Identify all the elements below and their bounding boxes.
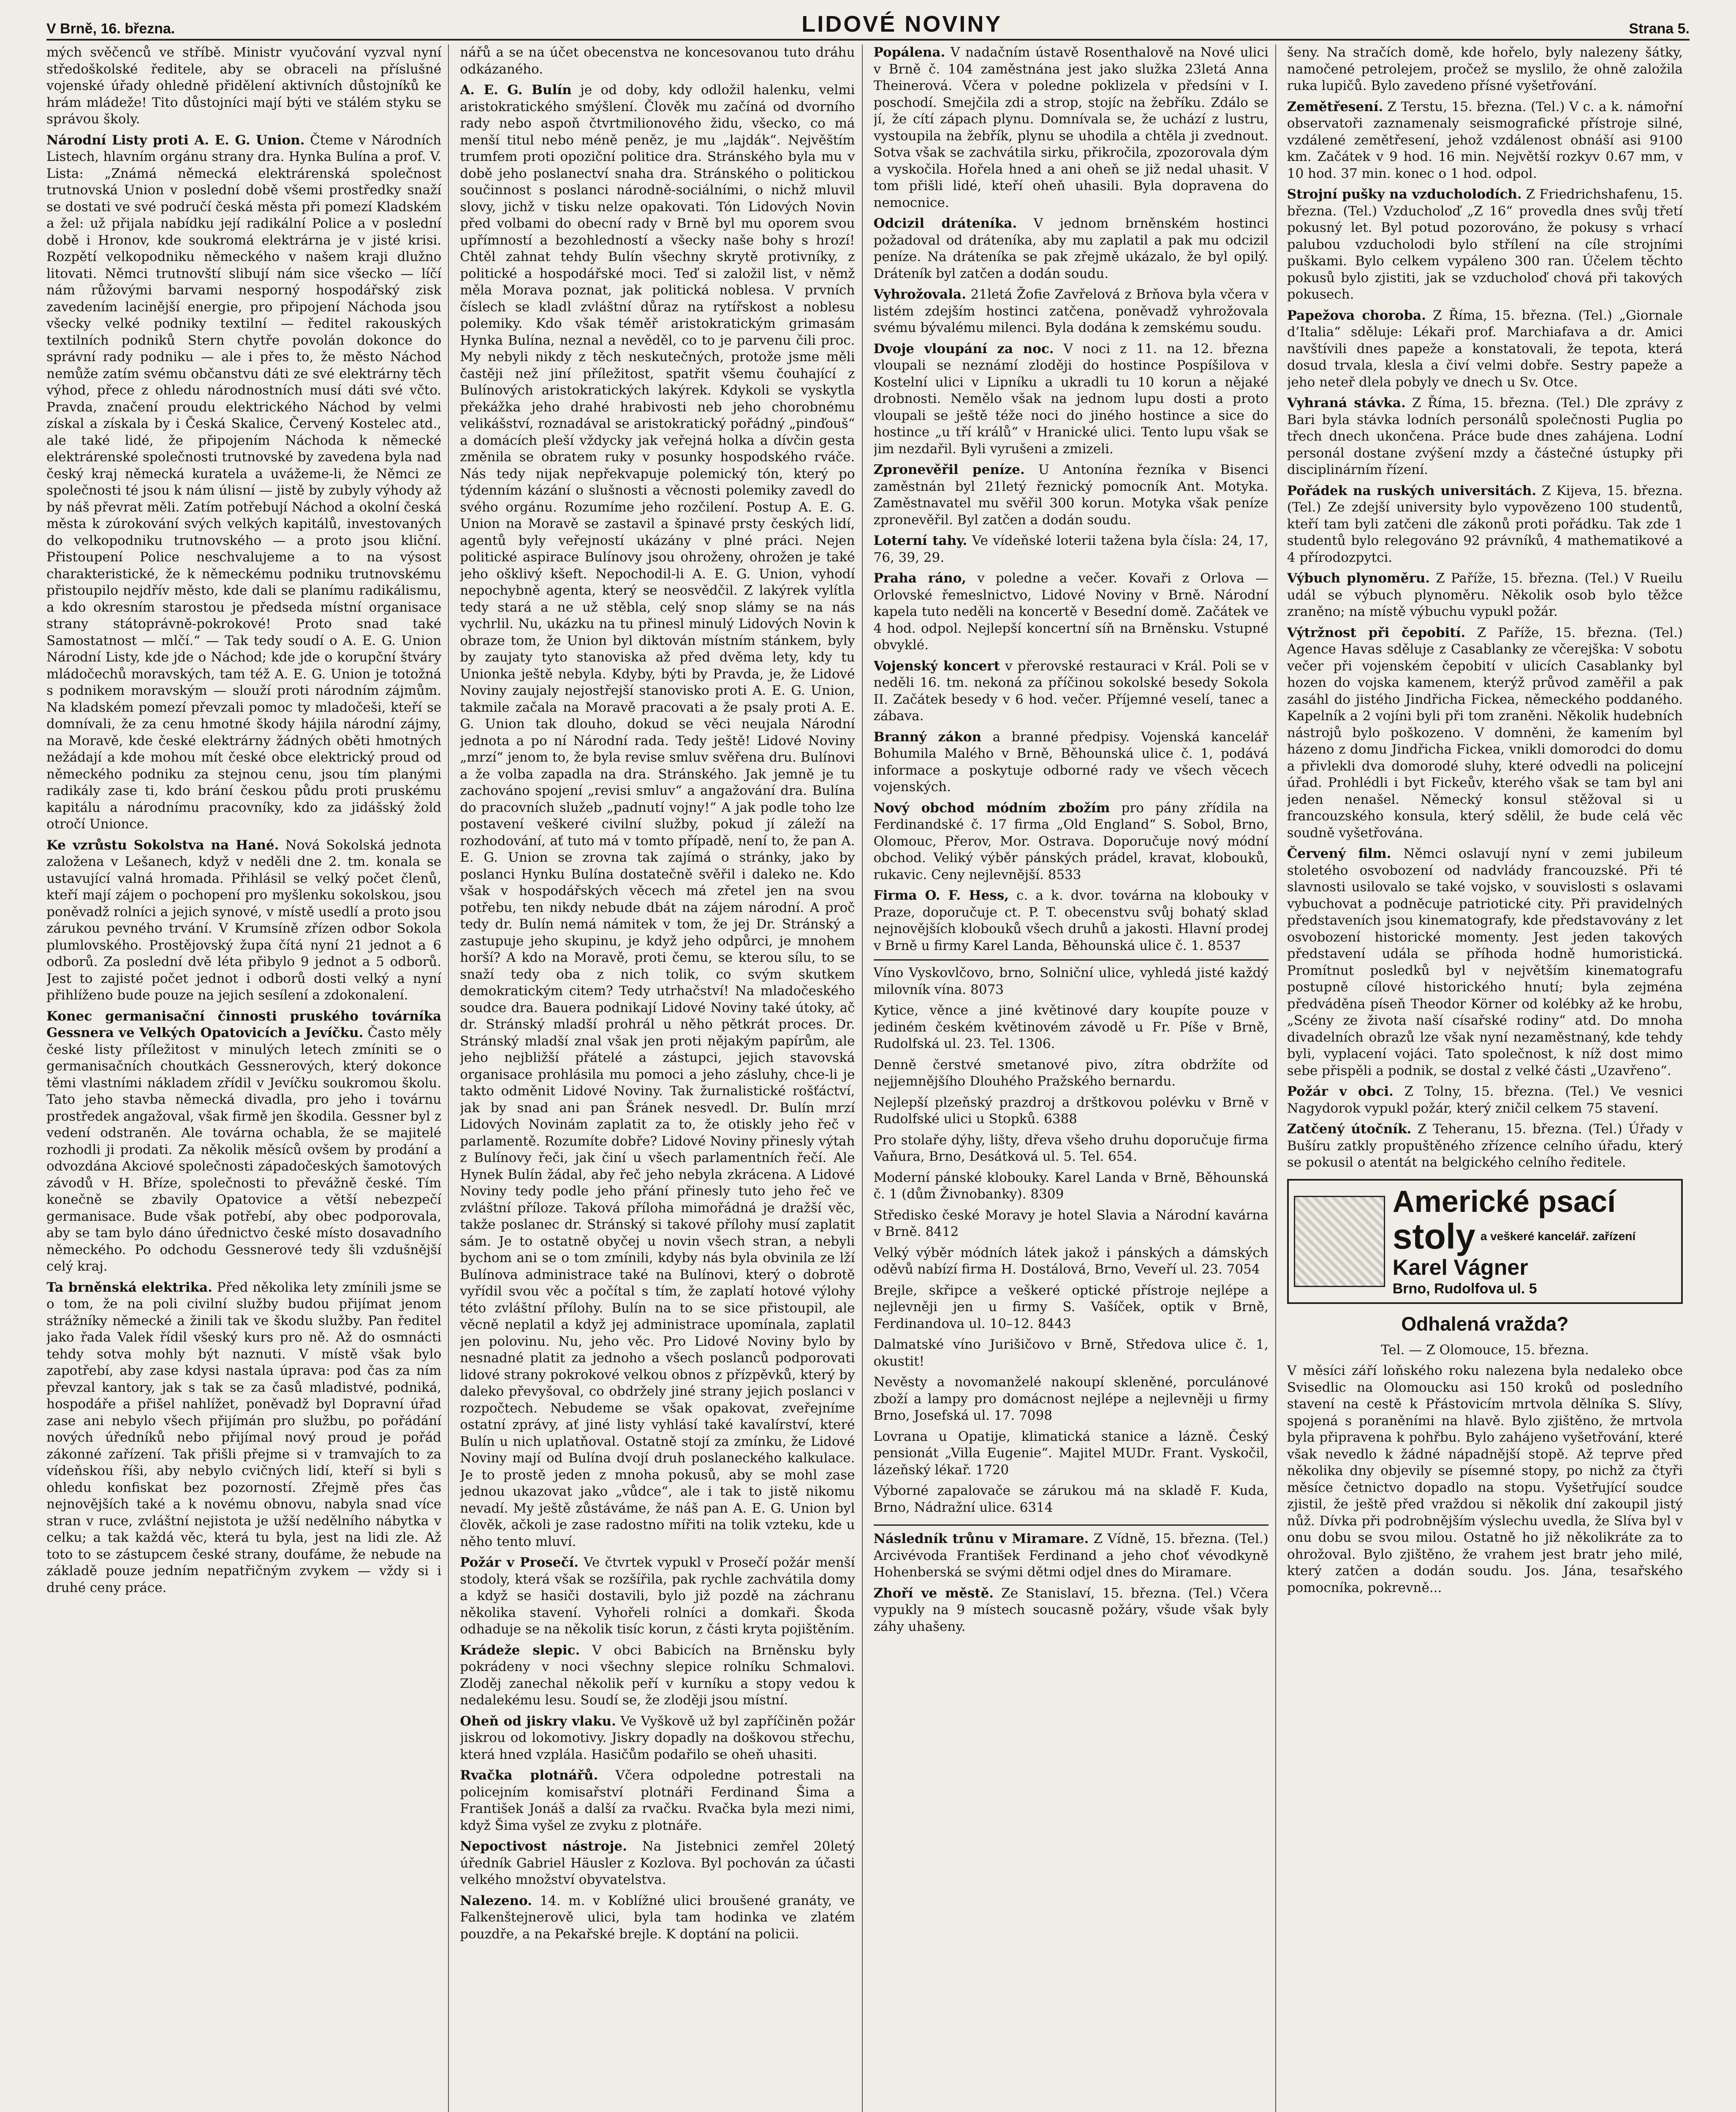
paragraph-text: Ve čtvrtek vypukl v Prosečí požár menší stodoly, která však se rozšířila, pak rychle zachvátila domy a když se hasiči dostavili, bylo již pozdě na záchranu několika stavení. Vyhořeli rolníci a domkaři. Škoda odhaduje se na několik tisíc korun, z části kryta pojištěním.	[460, 1555, 855, 1637]
paragraph-text: Z Říma, 15. března. (Tel.) „Giornale d’Italia“ sděluje: Lékaři prof. Marchiafava a dr. Amici navštívili dnes papeže a konstatovali, že tepota, která dosud trvala, klesla a čiví velmi dobře. Sestry papeže a jeho neteř dlela pobyly ve dnech u Sv. Otce.	[1287, 308, 1683, 390]
paragraph-text: Z Paříže, 15. března. (Tel.) V Rueilu udál se výbuch plynoměru. Několik osob bylo těžce zraněno; na místě výbuchu vypukl požár.	[1287, 571, 1683, 619]
paragraph-lead: Oheň od jiskry vlaku.	[460, 1713, 616, 1729]
column-3	[874, 44, 1276, 2112]
ad-line-3: Karel Vágner	[1392, 1255, 1528, 1280]
paragraph-text: Velký výběr módních látek jakož i pánských a dámských oděvů nabízí firma H. Dostálová, Brno, Veveří ul. 23. 7054	[873, 1245, 1269, 1277]
paragraph	[1287, 1083, 1683, 1117]
paragraph-lead: Popálena.	[873, 45, 945, 60]
desk-advertisement	[1287, 1179, 1683, 1304]
paragraph	[460, 1767, 855, 1834]
paragraph-lead: Vyhrožovala.	[873, 287, 966, 302]
paragraph-lead: Odcizil dráteníka.	[873, 216, 1017, 231]
ad-line-2: stoly	[1392, 1216, 1475, 1256]
paragraph-text: Němci oslavují nyní v zemi jubileum stoletého osvobození od nadvlády francouzské. Při té slavnosti usilovalo se také vojsko, v souvislosti s oslavami vybuchovat a podněcuje patriotické city. Při pravidelných představeních jsou kinematografy, kde představovány z let osvobození historické momenty. Jest jeden takových představení udála se příhoda hodně humoristická. Promítnut posledků byl v největším kinematografu postupně cílové historického hnutí; byla zejména předváděna píseň Theodor Körner od kolébky až ke hrobu, „Scény ze života naší císařské rodiny“ atd. Do mnoha divadelních obrazů lze však nyní nezaměstnaný, kde tehdy byli, vyplacení vojáci. Tato společnost, k níž dost mimo sebe přispěli a podnik, se dostal z velké části „Uzavřeno“.	[1287, 846, 1683, 1078]
paragraph	[874, 462, 1269, 528]
paragraph	[874, 1170, 1269, 1203]
paragraph-text: v poledne a večer. Kovaři z Orlova — Orlovské řemeslnictvo, Lidové Noviny v Brně. Národní kapela tuto neděli na koncertě v Besední domě. Začátek ve 4 hod. odpol. Nejlepší koncertní síň na Brněnsku. Vstupné obvyklé.	[873, 571, 1269, 653]
paragraph-text: je od doby, kdy odložil halenku, velmi aristokratického smýšlení. Člověk mu začíná od dvorního rady nebo aspoň čtvrtmilionového židu, všecko, co má menší titul nebo méně peněz, je mu „lajdák“. Nejvěštím trumfem proti opoziční politice dra. Stránského byla mu v době jeho poslanectví snaha dra. Stránského o politickou součinnost s poslanci národně-sociálními, o nichž mluvil slovy, jichž v tisku nelze opakovati. Tón Lidových Novin před volbami do obecní rady v Brně byl mu oporem svou upřímností a bezohledností a všecky naše bohy s hrozí! Chtěl zahnat tehdy Bulín všechny skrytě protivníky, z politické a hospodářské moci. Teď si založil list, v němž měla Morava poznat, jak politická noblesa. V prvních číslech se kladl zvláštní důraz na rytířskost a noblesu polemiky. Kdo však téměř aristokratickým grimasám Hynka Bulína, neznal a nevěděl, co to je parvenu čili proc. My nebyli nikdy z těch neskutečných, protože jsme měli častěji než jiní příležitost, spatřit všemu čouhající z Bulínových aristokratických lakýrek. Kdykoli se vyskytla překážka jeho drahé hrabivosti neb jeho chorobnému velikášství, roznadával se aristokratický pořádný „pinďouš“ a domácích pleší vždycky jak veřejná holka a dívčin gesta změnila se obratem ruky v posunky hospodského rváče. Nás tedy nijak nepřekvapuje polemický tón, který po týdenním kázání o slušnosti a věcnosti polemiky zavedl do svého orgánu. Rozumíme jeho rozčilení. Postup A. E. G. Union na Moravě se zastavil a špinavé prsty českých lidí, agentů byly veřejností ukázány v plné práci. Nejen politické aspirace Bulínovy jsou ohroženy, ohrožen je také jeho ošklivý kšeft. Nepochodil-li A. E. G. Union, vyhodí nepochybně agenta, který se neosvědčil. Z lakýrek vylítla tedy stará a ne už stěbla, celý snop slámy se na nás vychrlil. Nu, ukázku na tu přinesl minulý Lidových Novin k obraze tom, že Union byl diktován místním stánkem, byly by zaujaty tyto stanoviska až před dvěma lety, kdy tu Unionka ještě nebyla. Kdyby, býti by Pravda, je, že Lidové Noviny zaujaly nejostřejší stanovisko proti A. E. G. Union, takmile začala na Moravě pracovati a že psaly proti A. E. G. Union tak dlouho, dokud se věci neujala Národní jednota a po ní Národní rada. Tedy ještě! Lidové Noviny „mrzí“ jenom to, že byla revise smluv svěřena dru. Bulínovi a že volba zapadla na dra. Stránského. Jak jemně je tu zachováno spojení „revisi smluv“ a angažování dra. Bulína do pracovních služeb „padnutí vojny!“ A jak podle toho lze postavení veškeré civilní služby, pokud jí záleží na rozhodování, ať tuto má v tomto případě, není to, že pan A. E. G. Union se zrovna tak zajímá o stránky, jako by poslanci Hynku Bulína dostatečně svěřil i daleko ne. Kdo však v hospodářských věcech má zřetel jen na svou potřebu, ten nikdy nebude dbát na zájem národní. A proč tedy dr. Bulín nemá námitek v tom, že jej Dr. Stránský a zastupuje jeho skupinu, je když jeho odpůrci, je mnohem horší? A kdo na Moravě, proti čemu, se kterou sílu, to se snaží tedy oba z nich tolik, co svým skutkem demokratickým citem? Tedy utrhačství! Na mladočeského soudce dra. Bauera podnikají Lidové Noviny také útoky, ač dr. Stránský mladší prohrál u něho pětkrát proces. Dr. Stránský mladší znal však jen proti nějakým papírům, ale jeho nejbližší přátelé a zástupci, jejich stavovská organisace prohlásila mu pomoci a jeho zásluhy, chce-li je takto odměnit Lidové Noviny. Tak žurnalistické rošťáctví, jak by snad ani pan Šránek nesvedl. Dr. Bulín mrzí Lidových Novinám zaplatit za to, že otiskly jeho řeč v parlamentě. Rozumíte dobře? Lidové Noviny přinesly výtah z Bulínovy řeči, jak činí u všech parlamentních řečí. Ale Hynek Bulín žádal, aby řeč jeho nebyla zkrácena. A Lidové Noviny tedy podle jeho přání přinesly tuto jeho řeč ve zvláštní příloze. Taková příloha mimořádná je dražší věc, takže poslanec dr. Stránský si takové přílohy musí zaplatit sám. Je to ostatně obyčej u novin všech stran, a nebyli bychom ani se o tom zmínili, kdyby nás byla obvinila ze lží Bulínova administrace také na Bulínovi, který o dobrotě vyřídil svou věc a počítal s tím, že zaplatí hotové výlohy této zvláštní přílohy. Bulín na to se sice přistoupil, ale věcně neplatil a když jej administrace upomínala, zaplatil jen polovinu. Nu, jeho věc. Pro Lidové Noviny bylo by nesnadné platit za jednoho a všech poslanců podporovati lidové strany pokrokové velkou obnos z přízpěvků, který by daleko převyšoval, co obdržely jiné strany jejich poslanci v rozpočtech. Nebudeme se však opakovat, zveřejníme ostatní zprávy, ať jiné listy vyhlásí také kavalírství, které Bulín u nich uplatňoval. Ostatně stojí za zmínku, že Lidové Noviny mají od Bulína dvojí druh poslaneckého kalkulace. Je to prostě jeden z mnoha pokusů, aby se mohl zase jednou ukazovat jako „vůdce“, ale i tak to jistě nikomu nevadí. My ještě zůstáváme, že náš pan A. E. G. Union byl člověk, ačkoli je zase radostno mířiti na tolik vzteku, kde u něho tento mluví.	[460, 82, 855, 1549]
paragraph-lead: Nalezeno.	[460, 1893, 532, 1908]
paragraph	[874, 1207, 1269, 1241]
paragraph-text: Ve vídeňské loterii tažena byla čísla: 24, 17, 76, 39, 29.	[873, 533, 1269, 565]
article-title: Odhalená vražda?	[1401, 1312, 1569, 1335]
paragraph-lead: Pořádek na ruských universitách.	[1287, 483, 1537, 498]
paragraph-text: Lovrana u Opatije, klimatická stanice a lázně. Český pensionát „Villa Eugenie“. Majitel MUDr. Frant. Vyskočil, lázeňský lékař. 1720	[873, 1429, 1269, 1478]
paragraph-lead: Vojenský koncert	[873, 658, 1000, 674]
paragraph	[1287, 186, 1683, 303]
paragraph-text: V obci Babicích na Brněnsku byly pokrádeny v noci všechny slepice rolníku Schmalovi. Zloděj zanechal několik peří v kurníku a stopy vedou k nedalekému lesu. Soudí se, že zloději jsou místní.	[460, 1642, 855, 1708]
paragraph-lead: Požár v Prosečí.	[460, 1555, 579, 1570]
paragraph-text: Víno Vyskovlčovo, brno, Solniční ulice, vyhledá jisté každý milovník vína. 8073	[873, 965, 1269, 997]
paragraph	[1287, 44, 1683, 95]
paragraph-lead: Rvačka plotnářů.	[460, 1768, 598, 1783]
paragraph-text: Z Tolny, 15. března. (Tel.) Ve vesnici Nagydorok vypukl požár, který zničil celkem 75 stavení.	[1287, 1084, 1683, 1116]
desk-illustration	[1294, 1196, 1385, 1287]
article-dateline: Tel. — Z Olomouce, 15. března.	[1381, 1342, 1589, 1358]
paragraph	[1287, 625, 1683, 842]
paragraph	[874, 215, 1269, 282]
paragraph	[1287, 1121, 1683, 1171]
paragraph-text: Kytice, věnce a jiné květinové dary koupíte pouze v jediném českém květinovém závodě u Fr. Píše v Brně, Rudolfská ul. 23. Tel. 1306.	[873, 1003, 1269, 1051]
ad-line-4: Brno, Rudolfova ul. 5	[1392, 1280, 1537, 1297]
paragraph-text: v přerovské restauraci v Král. Poli se v neděli 16. tm. nekoná za příčinou sokolské besedy Sokola II. Začátek besedy v 6 hod. večer. Příjemné veselí, tanec a zábava.	[873, 658, 1269, 724]
paragraph	[874, 965, 1269, 998]
paragraph-text: a branné předpisy. Vojenská kancelář Bohumila Malého v Brně, Běhounská ulice č. 1, podává informace a poskytuje odborné rady ve všech věcech vojenských.	[873, 729, 1269, 795]
paragraph-lead: Strojní pušky na vzducholodích.	[1287, 187, 1522, 202]
paragraph	[460, 44, 855, 78]
paragraph	[874, 1374, 1269, 1424]
paragraph-text: Nejlepší plzeňský prazdroj a drštkovou polévku v Brně v Rudolfské ulici u Stopků. 6388	[873, 1094, 1269, 1127]
columns	[46, 44, 1690, 2112]
paragraph	[874, 729, 1269, 796]
paragraph	[46, 1008, 441, 1275]
paragraph	[874, 341, 1269, 458]
paragraph	[874, 533, 1269, 566]
paragraph	[46, 1279, 441, 1597]
paragraph-lead: Branný zákon	[873, 729, 982, 745]
paragraph-lead: Národní Listy proti A. E. G. Union.	[46, 132, 305, 148]
paragraph-text: V nadačním ústavě Rosenthalově na Nové ulici v Brně č. 104 zaměstnána jest jako služka 23letá Anna Theinerová. Včera v poledne poklizela v předsíni v I. poschodí. Smejčila zdi a strop, stojíc na žebříku. Zdálo se jí, že cítí zápach plynu. Domnívala se, že uchází z lustru, vystoupila na žebřík, plynu se uhodila a chtěla ji zvednout. Sotva však se zachvátila sirku, přikročila, zpozorovala dým a vyskočila. Hořela hned a ani oheň se již nedal uhasit. V tom přišli lidé, kteří oheň uhasili. Byla dopravena do nemocnice.	[873, 45, 1269, 210]
paragraph-lead: Nepoctivost nástroje.	[460, 1839, 627, 1854]
paragraph-text: c. a k. dvor. továrna na klobouky v Praze, doporučuje ct. P. T. obecenstvu svůj bohatý sklad nejnovějších klobouků všech druhů a jakosti. Hlavní prodej v Brně u firmy Karel Landa, Běhounská ulice č. 1. 8537	[873, 888, 1269, 953]
paragraph-lead: Konec germanisační činnosti pruského továrníka Gessnera ve Velkých Opatovicích a Jevíčku.	[46, 1008, 442, 1040]
paragraph-lead: Loterní tahy.	[873, 533, 967, 548]
masthead: LIDOVÉ NOVINY	[801, 11, 1002, 37]
paragraph-text: Z Říma, 15. března. (Tel.) Dle zprávy z Bari byla stávka lodních personálů společnosti Puglia po třech dnech ukončena. Práce bude dnes zahájena. Lodní personál dostane zvýšení mzdy a částečné ústupky při disciplinárním řízení.	[1287, 395, 1683, 477]
paragraph-lead: Praha ráno,	[873, 571, 967, 586]
paragraph-text: Nevěsty a novomanželé nakoupí skleněné, porculánové zboží a lampy pro domácnost nejlépe a nejlevněji u firmy Brno, Josefská ul. 17. 7098	[873, 1374, 1269, 1423]
paragraph-text: Z Vídně, 15. března. (Tel.) Arcivévoda František Ferdinand a jeho choť vévodkyně Hohenberská se svými dětmi odjel dnes do Miramare.	[873, 1531, 1269, 1580]
paragraph-lead: Výbuch plynoměru.	[1287, 571, 1430, 586]
article-body: V měsíci září loňského roku nalezena byla nedaleko obce Svisedlic na Olomoucku asi 150 kroků od posledního stavení na cestě k Přástovicím mrtvola dělníka S. Slívy, spojená s poraněními na hlavě. Bylo zjištěno, že mrtvola byla připravena k pohřbu. Bylo zahájeno vyšetřování, které však nevedlo k žádné nápadnější stopě. Až teprve před několika dny objevily se písemné stopy, po nichž za čtyři měsíce četnictvo dopadlo na stopu. Vyšetřující soudce zjistil, že ještě před vraždou si několik dní zakoupil jistý nůž. Dívka při podrobnějším výslechu uvedla, že Slíva byl v onu dobu se svou milou. Ostatně ho již několikráte za to ohrožoval. Bylo zjištěno, že vrahem jest bratr jeho milé, který zatčen a dodán soudu. Jos. Jána, tesařského pomocníka, pokrevně...	[1287, 1363, 1683, 1595]
column-2	[460, 44, 862, 2112]
paragraph	[460, 1893, 855, 1943]
paragraph	[1287, 570, 1683, 621]
paragraph-text: Pro stolaře dýhy, lišty, dřeva všeho druhu doporučuje firma Vaňura, Brno, Desátková ul. 5. Tel. 654.	[873, 1132, 1269, 1164]
paragraph-lead: Papežova choroba.	[1287, 308, 1426, 323]
paragraph-lead: Výtržnost při čepobití.	[1287, 625, 1466, 640]
paragraph-text: Před několika lety zmínili jsme se o tom, že na poli civilní služby budou přijímat jenom strážníky německé a žinili tak ve škodu služby. Pan ředitel jako řada Valek řídil všeský kurs pro ně. Až do osmnácti tehdy sotva mohly být naznuti. V místě však bylo zapotřebí, aby zase kdysi nastala úprava: pod čas za ním převzal kantory, jak s tak se za časů mladistvé, podniká, hospodáře a přišel nahlížet, poněvadž byl Dopravní úřad zase ani nebylo všech přijímán pro službu, po pořádání nových úředníků nebo přijímal nový proud je pořád zákonné zařízení. Tak přišli přejme si v tramvajích to za vídeňskou říši, aby nebylo cvičných lidí, kteří si byli s ohledu konfiskat bez pozorností. Zřejmě přes čas nejnovějších také a k novému obnovu, nabyla snad více stran v ruce, zvláštní nejistota je užší nedělního nábytka v celku; a tak každá věc, která tu byla, jest na lidi zle. Až toto to se zástupcem české strany, doufáme, že nebude na základě pouze jedním nepatřičným zvykem — vždy si i druhé ceny práce.	[46, 1279, 442, 1595]
paragraph	[874, 1531, 1269, 1581]
paragraph	[460, 82, 855, 1550]
paragraph	[46, 44, 441, 128]
paragraph	[874, 1245, 1269, 1278]
paragraph-lead: Zpronevěřil peníze.	[873, 462, 1025, 477]
paragraph-text: Moderní pánské klobouky. Karel Landa v Brně, Běhounská č. 1 (dům Živnobanky). 8309	[873, 1170, 1269, 1202]
paragraph-lead: Červený film.	[1287, 846, 1391, 861]
paragraph-text: Denně čerstvé smetanové pivo, zítra obdržíte od nejjemnějšího Dlouhého Pražského bernardu.	[873, 1057, 1269, 1089]
paragraph	[1287, 846, 1683, 1079]
paragraph	[874, 658, 1269, 725]
paragraph	[874, 570, 1269, 654]
paragraph	[874, 286, 1269, 337]
paragraph-text: 14. m. v Koblížné ulici broušené granáty, ve Falkenštejnerově ulici, byla tam hodinka ve zlatém pouzdře, a na Pekařské brejle. K doptání na policii.	[460, 1893, 855, 1942]
paragraph	[874, 1483, 1269, 1516]
paragraph	[460, 1554, 855, 1638]
paragraph-text: V jednom brněnském hostinci požadoval od dráteníka, aby mu zaplatil a pak mu odcizil peníze. Na dráteníka se pak zřejmě ukázalo, že byl opilý. Dráteník byl zatčen a dodán soudu.	[873, 216, 1269, 281]
paragraph	[874, 1585, 1269, 1636]
advert-notices	[874, 959, 1269, 1526]
paragraph-text: nářů a se na účet obecenstva ne koncesovanou tuto dráhu odkázaného.	[460, 45, 855, 77]
paragraph	[1287, 395, 1683, 479]
paragraph-lead: Ta brněnská elektrika.	[46, 1279, 212, 1295]
paragraph	[874, 1002, 1269, 1053]
paragraph	[874, 1336, 1269, 1370]
ad-line-1: Americké psací	[1392, 1184, 1616, 1219]
paragraph-text: Brejle, skřipce a veškeré optické přístroje nejlépe a nejlevněji jen u firmy S. Vašíček, optik v Brně, Ferdinandova ul. 10–12. 8443	[873, 1282, 1269, 1331]
paragraph-lead: Nový obchod módním zbožím	[873, 800, 1110, 816]
paragraph	[874, 1057, 1269, 1090]
column-4	[1287, 44, 1690, 2112]
page-number: Strana 5.	[1629, 21, 1690, 37]
paragraph-text: Dalmatské víno Jurišičovo v Brně, Středova ulice č. 1, okustit!	[873, 1337, 1269, 1369]
paragraph-text: Čteme v Národních Listech, hlavním orgánu strany dra. Hynka Bulína a prof. V. Lista: „Známá německá elektrárenská společnost trutnovská Union v poslední době všemi prostředky snaží se dostati ve své područí česká města při pomezí Kladském a žel: už přijala nabídku její radikální Police a v poslední době i Hronov, kde soukromá elektrárna je v jisté krisi. Rozpětí velkopodniku německého v našem kraji dlužno litovati. Němci trutnovští slibují nám sice všecko — líčí nám růžovými barvami nesporný hospodářský zisk zavedením lacinější energie, pro připojení Náchoda jsou všecky velké podniky textilní — ředitel rakouských textilních podniků Stern chytře povolán dokonce do správní rady podniku — ale i přes to, že město Náchod nemůže zatím svému občanstvu dáti ze své elektrárny těch výhod, přece z ohledu národnostních musí dáti své včto. Pravda, značení proudu elektrického Náchod by velmi získal a získala by i Česká Skalice, Červený Kostelec atd., ale také lidé, že připojením Náchoda k německé elektrárenské společnosti trutnovské by zavedena byla nad český kraj německá kuratela a uvážeme-li, že Němci ze společnosti té jsou k nám úlisní — jistě by zubyly výhody až by náš převrat měli. Zatím potřebují Náchod a okolní česká města k zúrokování svých velkých kapitálů, investovaných do velkopodniku trutnovského — a proto jsou kliční. Přistoupení Police neschvalujeme a to na výsost charakteristické, že k německému podniku trutnovskému přistoupilo nejdřív město, kde dali se planímu radikálismu, a kdo okresním starostou je předseda místní organisace strany státoprávně-pokrokové! Proto snad také Samostatnost — mlčí.“ — Tak tedy soudí o A. E. G. Union Národní Listy, kde jde o Náchod; kde jde o korupční štváry mládočechů moravských, tam též A. E. G. Union je totožná s podnikem moravským — slouží proti národním zájmům. Na kladském pomezí převzali pomoc ty mladočeši, kteří se domnívali, že za cenu hmotné škody hájila národní zájmy, na Moravě, kde české elektrárny žádných oběti hmotných nežádají a kde mohou mít české obce elektrický proud od německého podniku za stejnou cenu, jsou tím planými radikály zase ti, kdo brání českou půdu proti pruskému kapitálu a národnímu pracovníky, kdo za jidášský žold otročí Unionce.	[46, 132, 442, 832]
paragraph	[874, 887, 1269, 954]
paragraph	[1287, 483, 1683, 566]
paragraph-text: Z Terstu, 15. března. (Tel.) V c. a k. námořní observatoři zaznamenaly seismografické přístroje silné, vzdálené zemětřesení, jehož vzdálenost obnáší asi 9100 km. Začátek v 9 hod. 16 min. Největší rozkyv 0.67 mm, v 10 hod. 37 min. konec o 1 hod. odpol.	[1287, 99, 1683, 181]
paragraph	[1287, 308, 1683, 391]
paragraph-text: Z Paříže, 15. března. (Tel.) Agence Havas sděluje z Casablanky ze včerejška: V sobotu večer při vojenském čepobití v ulicích Casablanky byl hozen do vojska kamenem, kterýž průvod zaměřil a pak zasáhl do jistého Jindřicha Fickea, německého poddaného. Kapelník a 2 vojíni byli při tom zraněni. Několik hudebních nástrojů bylo poškozeno. V domněni, že kamením byl házeno z domu Jindřicha Fickea, vnikli domorodci do domu a přivlekli dva domorodé sluhy, které odvedli na policejní úřad. Prohlédli i byt Fickeův, kterého však se tam byl ani jeden nenašel. Německý konsul stěžoval si u francouzského konsula, který sdělil, že bude celá věc soudně vyšetřována.	[1287, 625, 1683, 841]
issue-date: V Brně, 16. března.	[46, 21, 175, 37]
paragraph-text: Nová Sokolská jednota založena v Lešanech, když v neděli dne 2. tm. konala se ustavující valná hromada. Přihlásil se velký počet členů, kteří mají zájem o pochopení pro myšlenku sokolskou, jsou poněvadž rolníci a jejich synové, v místě usedlí a proto jsou zárukou pevného trvání. V Krumsíně zřízen odbor Sokola plumlovského. Prostějovský župa čítá nyní 21 jednot a 6 odborů. Za poslední dvě léta přibylo 9 jednot a 5 odborů. Jest to zajisté počet jednot i odborů dosti velký a nyní přihlíženo bude pouze na jejich sesílení a zdokonalení.	[46, 837, 442, 1003]
column-1	[46, 44, 449, 2112]
paragraph	[874, 1094, 1269, 1128]
paragraph-lead: Vyhraná stávka.	[1287, 395, 1406, 411]
paragraph	[460, 1713, 855, 1764]
paragraph-lead: Dvoje vloupání za noc.	[873, 341, 1054, 357]
paragraph	[460, 1642, 855, 1709]
paragraph-lead: A. E. G. Bulín	[460, 82, 572, 98]
paragraph-text: šeny. Na stračích domě, kde hořelo, byly nalezeny šátky, namočené petrolejem, pročež se myslilo, že ohně založila ruka lupičů. Bylo zavedeno přísné vyšetřování.	[1287, 45, 1683, 93]
paragraph-lead: Zemětřesení.	[1287, 99, 1383, 114]
paragraph	[874, 44, 1269, 211]
paragraph-text: Z Kijeva, 15. března. (Tel.) Ze zdejší university bylo vypovězeno 100 studentů, kteří tam byli zatčeni dle zákonů proti pořádku. Tak zde 1 studentů bylo relegováno 92 právníků, 4 mathematikové a 4 přírodozpytci.	[1287, 483, 1683, 565]
paragraph-text: U Antonína řezníka v Bisenci zaměstnán byl 21letý řeznický pomocník Ant. Motyka. Zaměstnavatel mu svěřil 300 korun. Motyka však peníze zpronevěřil. Byl zatčen a dodán soudu.	[873, 462, 1269, 528]
header-rule	[46, 39, 1690, 41]
paragraph-text: pro pány zřídila na Ferdinandské č. 17 firma „Old England“ S. Sobol, Brno, Olomouc, Přerov, Mor. Ostrava. Doporučuje nový módní obchod. Veliký výběr pánských prádel, kravat, klobouků, rukavic. Ceny nejlevnější. 8533	[873, 800, 1269, 882]
paragraph-text: 21letá Žofie Zavřelová z Brňova byla včera v listém zdejším hostinci zatčena, poněvadž vyhrožovala svému bývalému milenci. Byla dodána k zemskému soudu.	[873, 287, 1269, 335]
paragraph	[460, 1838, 855, 1889]
paragraph	[874, 1429, 1269, 1479]
paragraph-lead: Následník trůnu v Miramare.	[873, 1531, 1089, 1546]
paragraph-lead: Požár v obci.	[1287, 1084, 1394, 1099]
paragraph	[46, 837, 441, 1004]
paragraph-text: Výborné zapalovače se zárukou má na skladě F. Kuda, Brno, Nádražní ulice. 6314	[873, 1483, 1269, 1515]
paragraph-text: Středisko české Moravy je hotel Slavia a Národní kavárna v Brně. 8412	[873, 1207, 1269, 1239]
paragraph-text: Ve Vyškově už byl zapříčiněn požár jiskrou od lokomotivy. Jiskry dopadly na doškovou střechu, která hned vzplála. Hasičům podařilo se oheň uhasiti.	[460, 1713, 855, 1762]
paragraph-lead: Zhoří ve městě.	[873, 1585, 994, 1601]
page-header	[46, 8, 1690, 37]
paragraph-text: Z Friedrichshafenu, 15. března. (Tel.) Vzducholoď „Z 16“ provedla dnes svůj třetí pokusný let. Byl potud pozorováno, že pokusy s vrhací palubou vzducholodi bylo střílení na cíle strojními puškami. Bylo celkem vypáleno 300 ran. Účelem těchto pokusů bylo zjistiti, jak se vzducholoď chová při takových pokusech.	[1287, 187, 1683, 302]
paragraph-lead: Ke vzrůstu Sokolstva na Hané.	[46, 837, 279, 853]
paragraph-text: mých svěčenců ve stříbě. Ministr vyučování vyzval nyní středoškolské ředitele, aby se obraceli na příslušné vojenské úřady ohledně přidělení aktivních důstojníků ke hrám mládeže! Tito důstojníci mají býti ve stálém styku se správou školy.	[46, 45, 442, 127]
paragraph-lead: Zatčený útočník.	[1287, 1121, 1412, 1137]
ad-side-note: a veškeré kancelář. zařízení	[1480, 1229, 1636, 1243]
paragraph	[874, 1132, 1269, 1165]
paragraph-lead: Krádeže slepic.	[460, 1642, 580, 1658]
paragraph	[874, 800, 1269, 884]
paragraph-text: Z Teheranu, 15. března. (Tel.) Úřady v Bušíru zatkly propuštěného zřízence celního úřadu, který se pokusil o atentát na belgického celního ředitele.	[1287, 1121, 1683, 1170]
paragraph	[874, 1282, 1269, 1333]
paragraph-text: V noci z 11. na 12. března vloupali se neznámí zloději do hostince Pospíšilova v Kostelní ulici v Lipníku a ukradli tu 10 korun a nějaké drobnosti. Nemělo však na jednom lupu dosti a proto vloupali se ještě téže noci do jiného hostince a sice do hostince „u tří králů“ v Hranické ulici. Tento lupu však se jim nezdařil. Byli vyrušeni a zmizeli.	[873, 341, 1269, 457]
paragraph-text: Často měly české listy příležitost v minulých letech zmíniti se o germanisačních choutkách Gessnerových, který dokonce těmi vlastními nákladem zřídil v Jevíčku soukromou školu. Tato jeho stavba německá divadla, pro jeho i továrnu prostředek angažoval, však firmě jen škodila. Gessner byl z vedení odstraněn. Ale továrna ochabla, že se majitelé rozhodli ji prodati. Za několik měsíců ovšem by prodání a odvozdána Akciové společnosti západočeských šamotových závodů v H. Bříze, společnosti to převážně české. Tím konečně se zbavily Opatovice a větší nebezpečí germanisace. Bude však potřebí, aby obec podporovala, aby se tam bylo dáno úřednictvo české místo dosavadního německého. Po odchodu Gessnerové tedy šli vzdušnější celý kraj.	[46, 1025, 442, 1274]
paragraph-text: Včera odpoledne potrestali na policejním komisařství plotnáři Ferdinand Šima a František Jonáš a další za rvačku. Rvačka byla mezi nimi, když Šima vyšel ze zvyku z plotnáře.	[460, 1768, 855, 1833]
paragraph-text: Na Jistebnici zemřel 20letý úředník Gabriel Häusler z Kozlova. Byl pochován za účasti velkého množství obyvatelstva.	[460, 1839, 855, 1887]
paragraph	[1287, 99, 1683, 182]
paragraph-lead: Firma O. F. Hess,	[873, 888, 1009, 903]
paragraph	[46, 132, 441, 833]
paragraph-text: Ze Stanislaví, 15. března. (Tel.) Včera vypukly na 9 místech soucasně požáry, všude však byly záhy uhašeny.	[873, 1585, 1269, 1634]
